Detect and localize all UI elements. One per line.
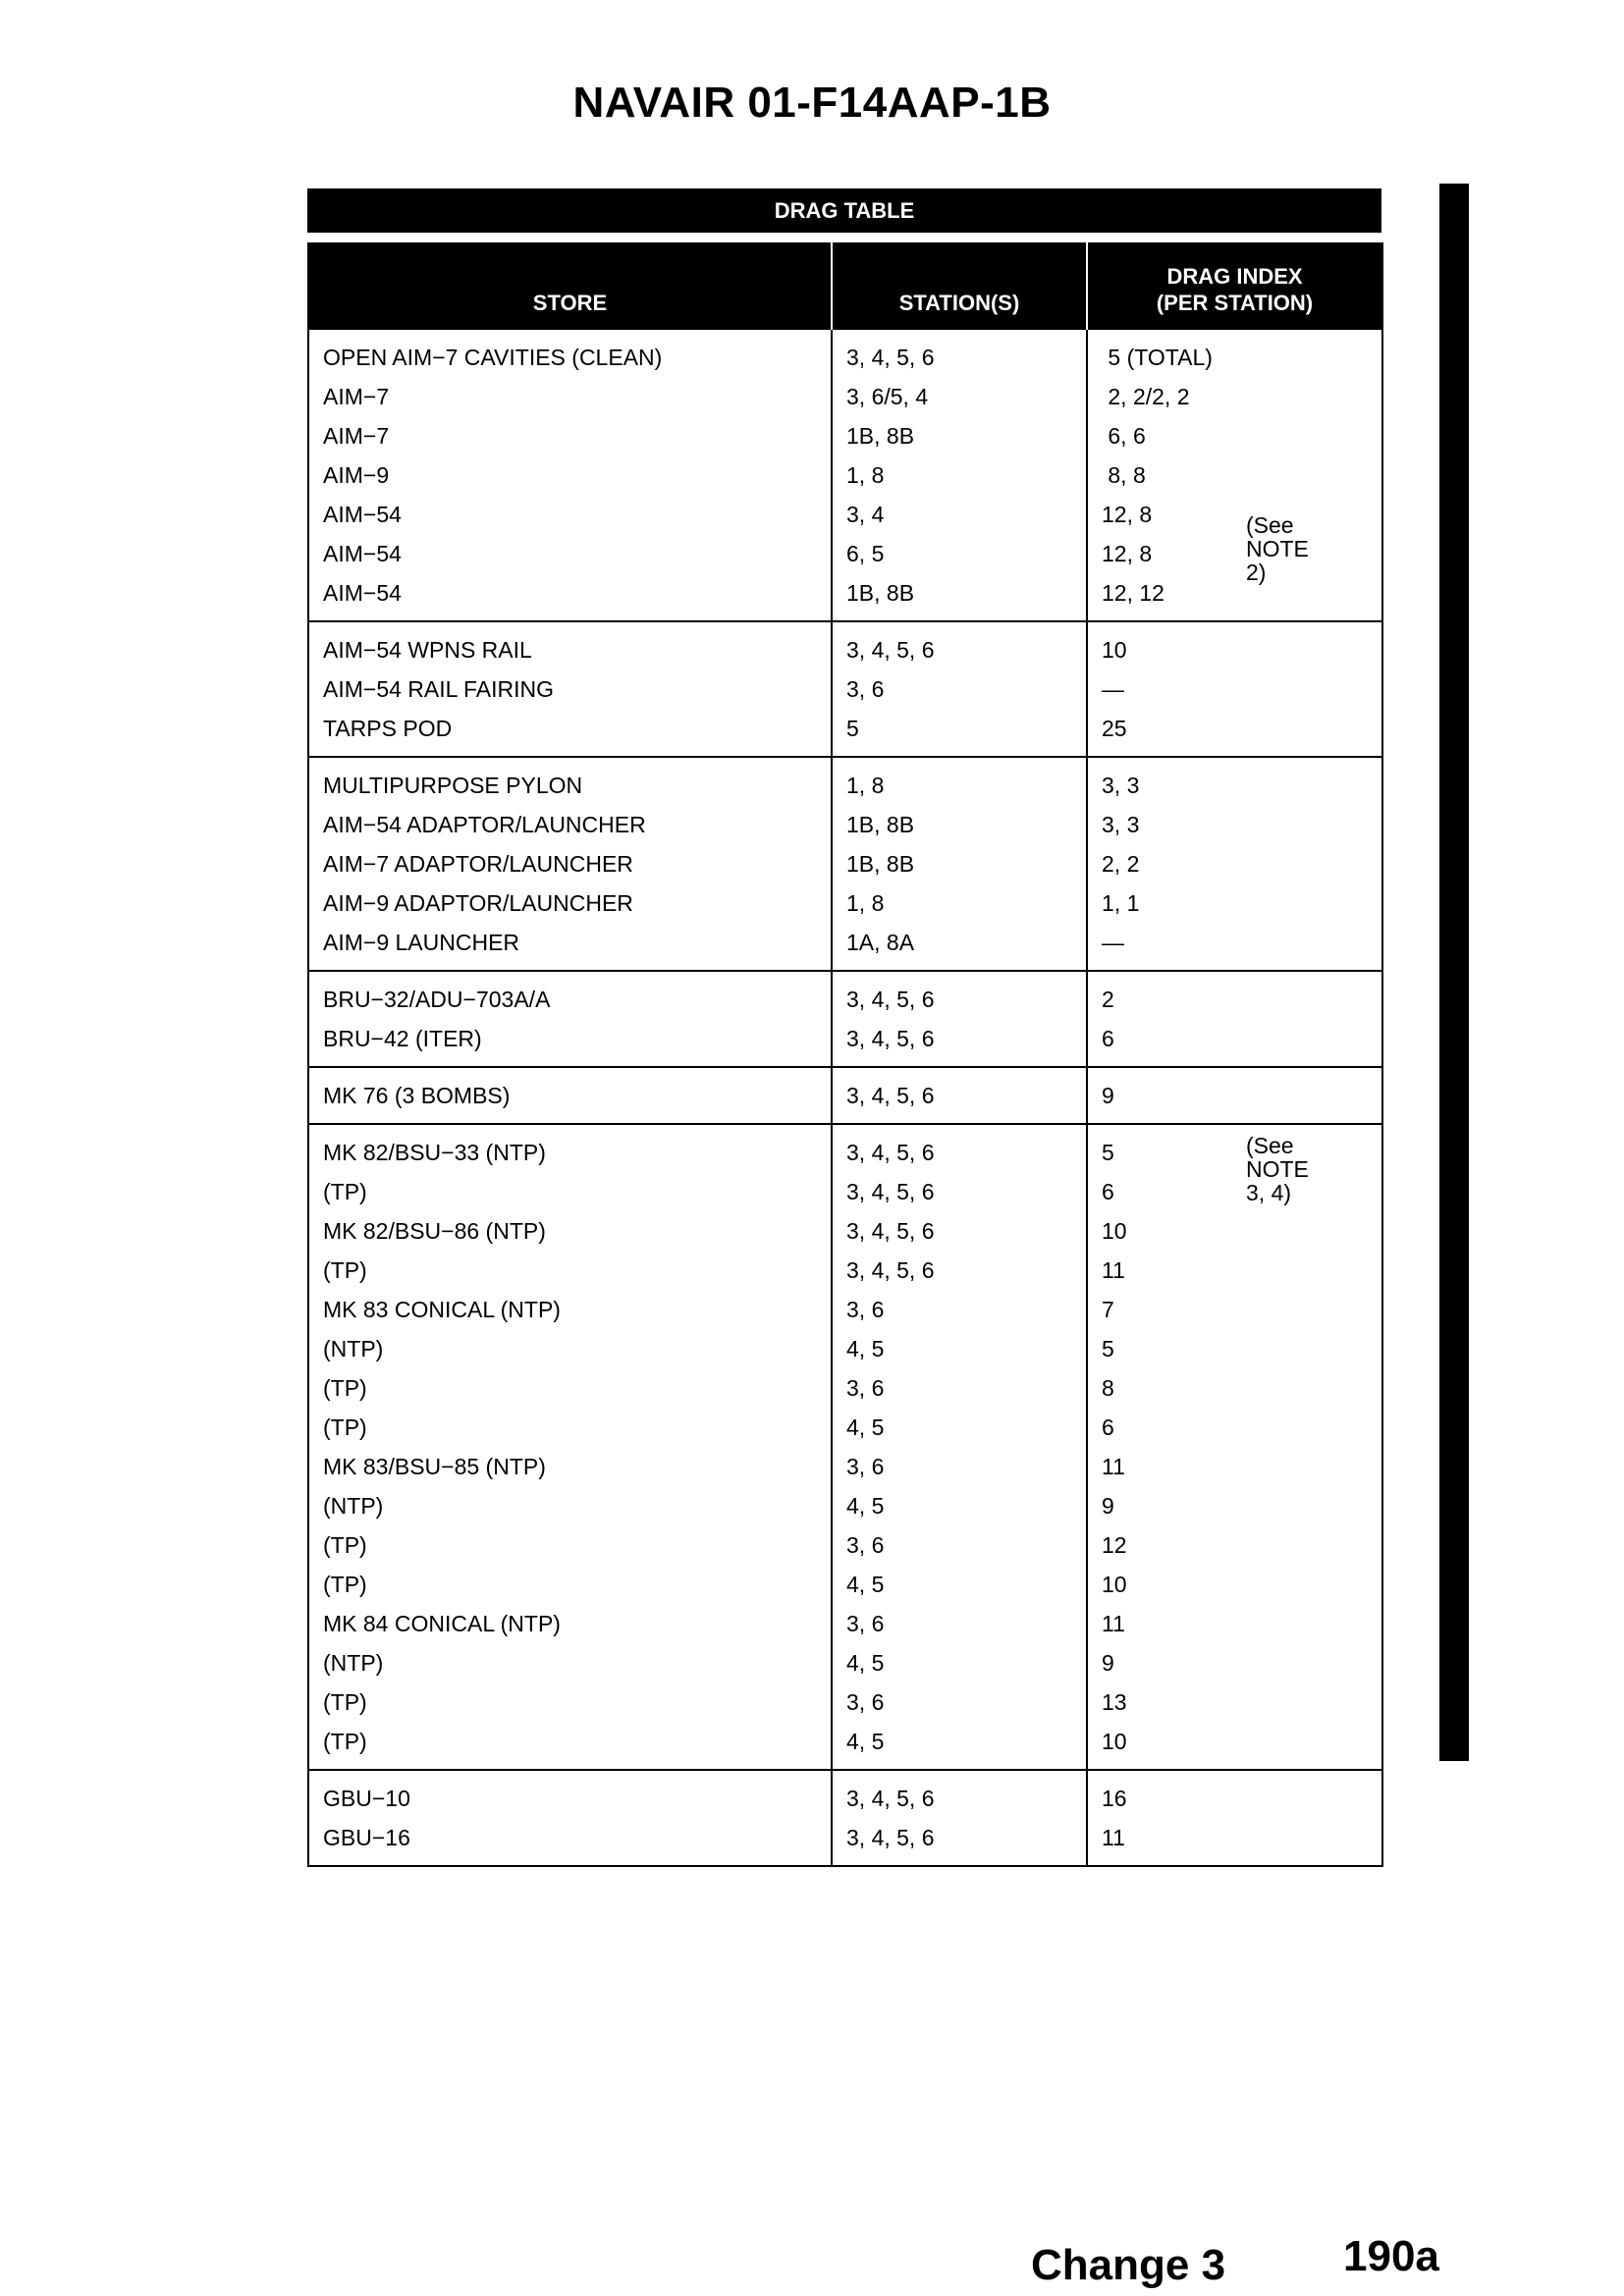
page-number: 190a [1343,2232,1439,2280]
drag-index-cell: 6 [1087,1019,1382,1067]
drag-index-cell: 6 [1087,1408,1382,1447]
note-see-3-4 [1246,1134,1309,1204]
change-bar [1439,184,1469,1761]
station-cell: 4, 5 [832,1486,1087,1525]
station-cell: 1B, 8B [832,573,1087,621]
table-row [308,1682,1382,1722]
table-row [308,1447,1382,1486]
table-row [308,1368,1382,1408]
station-cell: 3, 4, 5, 6 [832,1067,1087,1124]
drag-index-cell: 1, 1 [1087,883,1382,923]
store-cell: AIM−54 [323,540,402,566]
drag-index-cell: 8 [1087,1368,1382,1408]
station-cell: 4, 5 [832,1722,1087,1770]
station-cell: 3, 4, 5, 6 [832,971,1087,1019]
table-row-group [308,757,1382,971]
station-cell: 3, 6/5, 4 [832,377,1087,416]
drag-index-cell: 2, 2 [1087,844,1382,883]
station-cell: 3, 4, 5, 6 [832,1770,1087,1818]
table-row [308,377,1382,416]
table-row [308,805,1382,844]
store-cell: MK 83/BSU−85 (NTP) [323,1453,546,1479]
table-row [308,1486,1382,1525]
table-row [308,1290,1382,1329]
station-cell: 4, 5 [832,1408,1087,1447]
drag-index-cell: 5 [1087,1329,1382,1368]
column-header-store: STORE [308,243,832,329]
table-row [308,1643,1382,1682]
drag-index-cell: 9 [1087,1067,1382,1124]
column-header-drag-index: DRAG INDEX (PER STATION) [1087,243,1382,329]
store-cell: (NTP) [323,1649,384,1676]
table-row [308,669,1382,709]
station-cell: 3, 4, 5, 6 [832,1124,1087,1172]
drag-index-cell: 12, 8 [1087,495,1382,534]
table-row [308,844,1382,883]
store-cell: AIM−7 [323,383,390,409]
note-line: NOTE [1246,536,1309,561]
table-row [308,1067,1382,1124]
store-cell: AIM−54 [323,501,402,527]
store-cell: AIM−9 [323,461,390,488]
station-cell: 1B, 8B [832,805,1087,844]
store-cell: (NTP) [323,1492,384,1519]
store-cell: AIM−54 RAIL FAIRING [323,675,554,702]
station-cell: 3, 4, 5, 6 [832,329,1087,377]
document-number: NAVAIR 01-F14AAP-1B [572,79,1052,127]
table-row [308,495,1382,534]
drag-index-cell: 11 [1087,1447,1382,1486]
table-row [308,923,1382,971]
table-row [308,757,1382,805]
store-cell: TARPS POD [323,715,453,741]
drag-index-cell: 12, 8 [1087,534,1382,573]
drag-index-cell: 13 [1087,1682,1382,1722]
station-cell: 5 [832,709,1087,757]
store-cell: GBU−10 [323,1785,410,1811]
station-cell: 4, 5 [832,1565,1087,1604]
store-cell: MK 84 CONICAL (NTP) [323,1610,561,1636]
station-cell: 1A, 8A [832,923,1087,971]
store-cell: MK 83 CONICAL (NTP) [323,1296,561,1322]
store-cell: (TP) [323,1256,367,1283]
drag-index-cell: 10 [1087,1211,1382,1251]
station-cell: 3, 6 [832,1290,1087,1329]
station-cell: 1, 8 [832,883,1087,923]
station-cell: 3, 6 [832,669,1087,709]
store-cell: OPEN AIM−7 CAVITIES (CLEAN) [323,344,663,370]
station-cell: 4, 5 [832,1329,1087,1368]
table-row-group [308,1124,1382,1770]
note-line: (See [1246,512,1294,538]
drag-index-cell: 12, 12 [1087,573,1382,621]
drag-index-cell: 5 (TOTAL) [1087,329,1382,377]
store-cell: AIM−7 [323,422,390,449]
drag-index-cell: 7 [1087,1290,1382,1329]
drag-table-container [307,188,1381,1867]
drag-index-cell: — [1087,923,1382,971]
store-cell: MULTIPURPOSE PYLON [323,772,583,798]
drag-table [307,242,1383,1867]
store-cell: AIM−9 LAUNCHER [323,929,520,955]
change-label: Change 3 [1031,2241,1226,2289]
store-cell: BRU−42 (ITER) [323,1025,482,1051]
drag-index-cell: 3, 3 [1087,805,1382,844]
table-row-group [308,621,1382,757]
station-cell: 1, 8 [832,455,1087,495]
note-line: (See [1246,1133,1294,1158]
store-cell: (TP) [323,1571,367,1597]
drag-index-cell: 10 [1087,1565,1382,1604]
table-row [308,1251,1382,1290]
store-cell: (TP) [323,1531,367,1558]
station-cell: 3, 4, 5, 6 [832,1251,1087,1290]
drag-index-cell: 3, 3 [1087,757,1382,805]
table-row [308,1525,1382,1565]
table-row [308,1565,1382,1604]
station-cell: 3, 6 [832,1682,1087,1722]
column-header-stations: STATION(S) [832,243,1087,329]
drag-index-cell: 5 [1087,1124,1382,1172]
store-cell: MK 76 (3 BOMBS) [323,1082,511,1108]
drag-index-cell: 6, 6 [1087,416,1382,455]
drag-index-cell: 2, 2/2, 2 [1087,377,1382,416]
store-cell: GBU−16 [323,1824,410,1850]
drag-index-cell: 11 [1087,1818,1382,1866]
note-line: 2) [1246,560,1267,585]
drag-index-cell: 2 [1087,971,1382,1019]
station-cell: 3, 4, 5, 6 [832,1211,1087,1251]
table-row [308,455,1382,495]
table-row [308,1818,1382,1866]
station-cell: 1B, 8B [832,844,1087,883]
note-line: 3, 4) [1246,1180,1292,1205]
drag-index-cell: 6 [1087,1172,1382,1211]
station-cell: 1, 8 [832,757,1087,805]
drag-index-cell: 12 [1087,1525,1382,1565]
table-row [308,1124,1382,1172]
store-cell: (TP) [323,1374,367,1401]
table-row [308,329,1382,377]
store-cell: MK 82/BSU−33 (NTP) [323,1139,546,1165]
drag-index-cell: 9 [1087,1643,1382,1682]
store-cell: BRU−32/ADU−703A/A [323,986,551,1012]
table-row [308,573,1382,621]
store-cell: AIM−54 WPNS RAIL [323,636,532,663]
table-row [308,1172,1382,1211]
table-row-group [308,1067,1382,1124]
drag-index-cell: 11 [1087,1604,1382,1643]
station-cell: 6, 5 [832,534,1087,573]
drag-index-cell: 8, 8 [1087,455,1382,495]
table-row [308,416,1382,455]
station-cell: 4, 5 [832,1643,1087,1682]
table-row [308,1722,1382,1770]
drag-index-cell: 10 [1087,1722,1382,1770]
drag-index-cell: 10 [1087,621,1382,669]
store-cell: (TP) [323,1178,367,1204]
store-cell: AIM−7 ADAPTOR/LAUNCHER [323,850,633,877]
station-cell: 1B, 8B [832,416,1087,455]
table-row [308,1604,1382,1643]
table-title: DRAG TABLE [307,188,1381,233]
station-cell: 3, 6 [832,1525,1087,1565]
store-cell: (TP) [323,1688,367,1715]
drag-index-cell: — [1087,669,1382,709]
station-cell: 3, 4, 5, 6 [832,621,1087,669]
table-row [308,1770,1382,1818]
store-cell: AIM−54 [323,579,402,606]
station-cell: 3, 6 [832,1604,1087,1643]
drag-index-cell: 25 [1087,709,1382,757]
station-cell: 3, 6 [832,1368,1087,1408]
station-cell: 3, 4, 5, 6 [832,1818,1087,1866]
note-see-2 [1246,513,1309,584]
station-cell: 3, 4, 5, 6 [832,1019,1087,1067]
table-row [308,883,1382,923]
table-row [308,709,1382,757]
drag-index-cell: 9 [1087,1486,1382,1525]
table-row [308,971,1382,1019]
table-row [308,1408,1382,1447]
store-cell: (TP) [323,1414,367,1440]
store-cell: AIM−54 ADAPTOR/LAUNCHER [323,811,646,837]
note-line: NOTE [1246,1156,1309,1182]
table-row-group [308,329,1382,621]
table-header [308,243,1382,329]
store-cell: AIM−9 ADAPTOR/LAUNCHER [323,889,633,916]
store-cell: MK 82/BSU−86 (NTP) [323,1217,546,1244]
table-row [308,1329,1382,1368]
table-row [308,621,1382,669]
table-row [308,534,1382,573]
table-row-group [308,971,1382,1067]
drag-index-cell: 16 [1087,1770,1382,1818]
station-cell: 3, 6 [832,1447,1087,1486]
store-cell: (NTP) [323,1335,384,1362]
station-cell: 3, 4 [832,495,1087,534]
store-cell: (TP) [323,1728,367,1754]
table-row [308,1211,1382,1251]
table-row [308,1019,1382,1067]
table-row-group [308,1770,1382,1866]
station-cell: 3, 4, 5, 6 [832,1172,1087,1211]
drag-index-cell: 11 [1087,1251,1382,1290]
